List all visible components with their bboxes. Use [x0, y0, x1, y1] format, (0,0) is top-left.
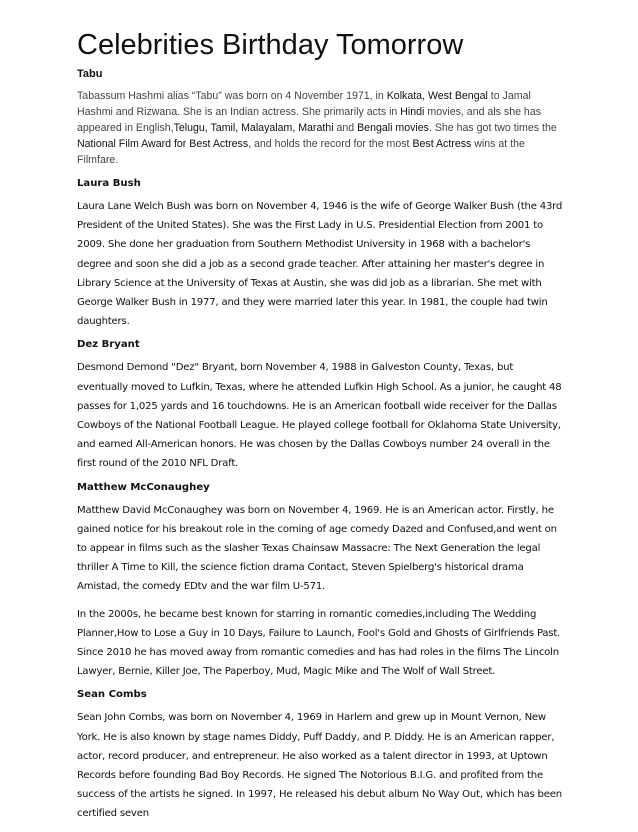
celebrity-name: Dez Bryant: [77, 339, 140, 351]
celebrity-section-tabu: [77, 68, 567, 168]
celebrity-bio: Laura Lane Welch Bush was born on November 4, 1946 is the wife of George Walker Bush (the 43rd President of the United States). She was the First Lady in U.S. Presidential Election from 2001 to 2009. She done her graduation from Southern Methodist University in 1968 with a bachelor's degree and soon she did a job as a second grade teacher. After attaining her master's degree in Library Science at the University of Texas at Austin, she was did job as a librarian. She met with George Walker Bush in 1977, and they were married later this year. In 1981, the couple had twin daughters.: [77, 201, 563, 328]
celebrity-section-matthew-mcconaughey: [77, 482, 567, 682]
celebrity-bio: Sean John Combs, was born on November 4, 1969 in Harlem and grew up in Mount Vernon, New York. He is also known by stage names Diddy, Puff Daddy, and P. Diddy. He is an American rapper, actor, record producer, and entrepreneur. He also worked as a talent director in 1993, at Uptown Records before founding Bad Boy Records. He signed The Notorious B.I.G. and profited from the success of the artists he signed. In 1997, He released his debut album No Way Out, which has been certified seven: [77, 712, 562, 820]
celebrity-bio: Desmond Demond "Dez" Bryant, born November 4, 1988 in Galveston County, Texas, but eventually moved to Lufkin, Texas, where he attended Lufkin High School. As a junior, he caught 48 passes for 1,025 yards and 16 touchdowns. He is an American football wide receiver for the Dallas Cowboys of the National Football League. He played college football for Oklahoma State University, and earned All-American honors. He was chosen by the Dallas Cowboys number 24 overall in the first round of the 2010 NFL Draft.: [77, 362, 562, 470]
document-page: [77, 28, 567, 832]
celebrity-name: Matthew McConaughey: [77, 481, 210, 493]
celebrity-name: Sean Combs: [77, 689, 147, 701]
celebrity-section-sean-combs: [77, 689, 567, 823]
celebrity-bio: Tabassum Hashmi alias “Tabu” was born on 4 November 1971, in Kolkata, West Bengal to Jamal Hashmi and Rizwana. She is an Indian actress. She primarily acts in Hindi movies, and als she has appeared in English,Telugu, Tamil, Malayalam, Marathi and Bengali movies. She has got two times the National Film Award for Best Actress, and holds the record for the most Best Actress wins at the Filmfare.: [77, 90, 557, 166]
page-title: Celebrities Birthday Tomorrow: [77, 29, 464, 61]
celebrity-section-laura-bush: [77, 178, 567, 331]
celebrity-name: Tabu: [77, 68, 103, 80]
celebrity-name: Laura Bush: [77, 178, 141, 189]
celebrity-bio: Matthew David McConaughey was born on November 4, 1969. He is an American actor. Firstly, he gained notice for his breakout role in the coming of age comedy Dazed and Confused,and went on to appear in films such as the slasher Texas Chainsaw Massacre: The Next Generation the legal thriller A Time to Kill, the science fiction drama Contact, Steven Spielberg's historical drama Amistad, the comedy EDtv and the war film U-571.: [77, 504, 557, 593]
celebrity-section-dez-bryant: [77, 339, 567, 473]
celebrity-bio-continued: In the 2000s, he became best known for starring in romantic comedies,including The Wedding Planner,How to Lose a Guy in 10 Days, Failure to Launch, Fool's Gold and Ghosts of Girlfriends Past. Since 2010 he has moved away from romantic comedies and has had roles in the films The Lincoln Lawyer, Bernie, Killer Joe, The Paperboy, Mud, Magic Mike and The Wolf of Wall Street.: [77, 608, 561, 678]
